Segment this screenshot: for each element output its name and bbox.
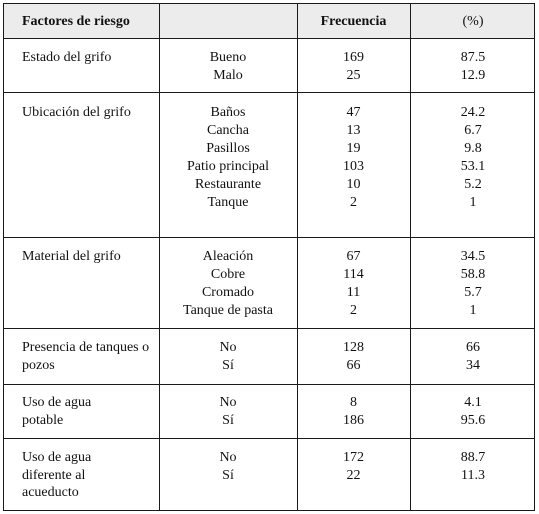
percent-cell: 88.7	[460, 450, 486, 465]
category-cell: No	[219, 450, 237, 465]
category-cell: Tanque	[207, 195, 249, 210]
category-cell: Aleación	[202, 249, 254, 264]
header-frecuencia: Frecuencia	[320, 14, 387, 29]
percent-cell: 9.8	[464, 141, 482, 156]
percent-cell: 34.5	[460, 249, 486, 264]
frequency-cell: 114	[343, 267, 364, 282]
percent-cell: 34	[466, 358, 480, 373]
frequency-cell: 169	[343, 50, 364, 65]
factor-label: Estado del grifo	[22, 50, 112, 65]
frequency-cell: 10	[346, 177, 361, 192]
risk-factors-table	[3, 3, 535, 511]
percent-cell: 6.7	[464, 123, 482, 138]
percent-cell: 4.1	[464, 395, 482, 410]
category-cell: No	[219, 340, 237, 355]
category-cell: Sí	[222, 413, 234, 428]
factor-label: Presencia de tanques o pozos	[22, 340, 150, 373]
percent-cell: 1	[469, 303, 477, 318]
category-cell: Cobre	[210, 267, 246, 282]
frequency-cell: 13	[346, 123, 361, 138]
category-cell: Bueno	[209, 50, 247, 65]
row-divider	[4, 438, 534, 439]
header-porcentaje: (%)	[462, 14, 484, 29]
factor-label: Ubicación del grifo	[22, 105, 131, 120]
percent-cell: 53.1	[460, 159, 486, 174]
percent-cell: 24.2	[460, 105, 486, 120]
frequency-cell: 67	[346, 249, 361, 264]
percent-cell: 66	[466, 340, 480, 355]
percent-cell: 5.2	[464, 177, 482, 192]
frequency-cell: 47	[346, 105, 361, 120]
frequency-cell: 103	[343, 159, 364, 174]
frequency-cell: 66	[346, 358, 361, 373]
row-divider	[4, 237, 534, 238]
frequency-cell: 8	[350, 395, 357, 410]
category-cell: Cromado	[201, 285, 255, 300]
percent-cell: 58.8	[460, 267, 486, 282]
percent-cell: 11.3	[461, 468, 485, 483]
category-cell: Sí	[222, 468, 234, 483]
frequency-cell: 172	[343, 450, 364, 465]
category-cell: Patio principal	[186, 159, 270, 174]
percent-cell: 1	[469, 195, 477, 210]
category-cell: Restaurante	[194, 177, 262, 192]
frequency-cell: 186	[343, 413, 364, 428]
category-cell: No	[219, 395, 237, 410]
category-cell: Malo	[213, 68, 243, 83]
frequency-cell: 19	[346, 141, 361, 156]
factor-label: Uso de agua diferente al acueducto	[22, 450, 92, 500]
row-divider	[4, 92, 534, 93]
category-cell: Sí	[222, 358, 234, 373]
percent-cell: 87.5	[460, 50, 486, 65]
frequency-cell: 2	[350, 195, 357, 210]
category-cell: Tanque de pasta	[183, 303, 273, 318]
frequency-cell: 11	[346, 285, 361, 300]
frequency-cell: 25	[346, 68, 361, 83]
percent-cell: 5.7	[464, 285, 482, 300]
frequency-cell: 22	[346, 468, 361, 483]
percent-cell: 12.9	[460, 68, 486, 83]
category-cell: Pasillos	[206, 141, 250, 156]
frequency-cell: 128	[343, 340, 364, 355]
category-cell: Cancha	[207, 123, 249, 138]
category-cell: Baños	[210, 105, 246, 120]
factor-label: Uso de agua potable	[22, 395, 92, 428]
percent-cell: 95.6	[460, 413, 486, 428]
frequency-cell: 2	[350, 303, 357, 318]
row-divider	[4, 384, 534, 385]
factor-label: Material del grifo	[22, 249, 121, 264]
row-divider	[4, 328, 534, 329]
header-factores: Factores de riesgo	[22, 14, 130, 29]
